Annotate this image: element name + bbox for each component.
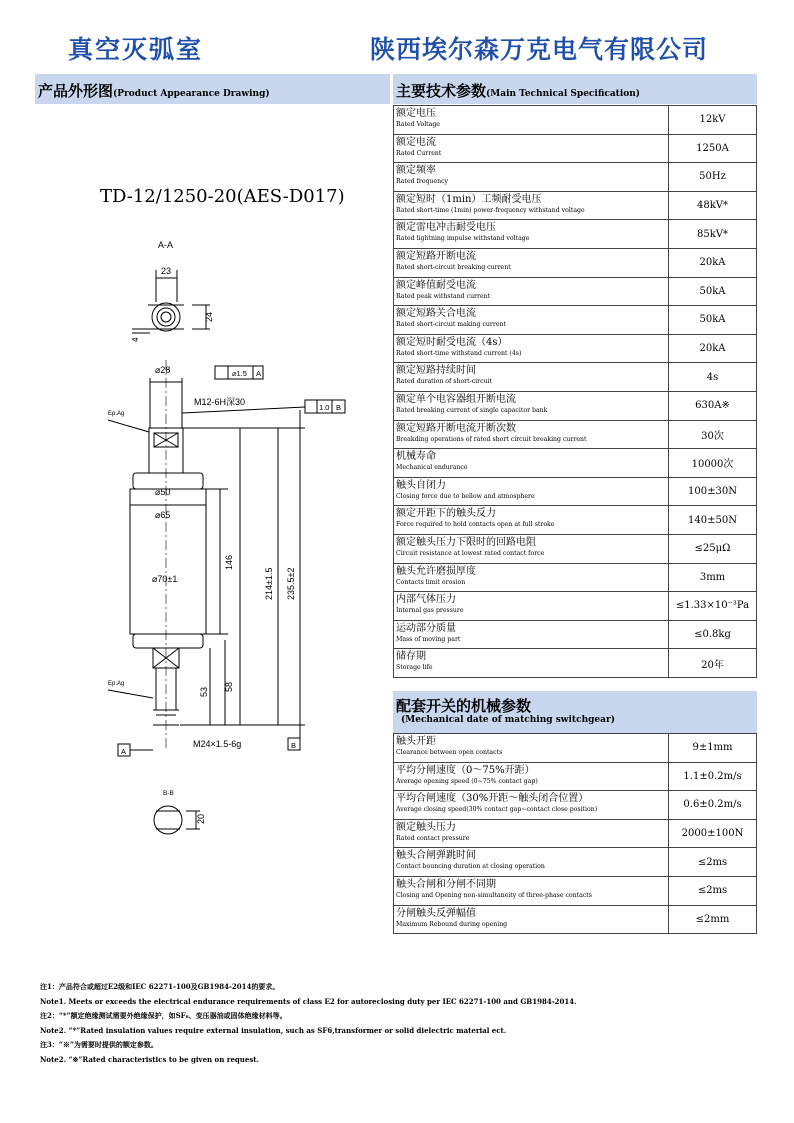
tol-phi15-label: ⌀1.5 bbox=[232, 369, 247, 378]
spec-name-en: Internal gas pressure bbox=[396, 607, 464, 615]
spec-name-cell bbox=[394, 905, 669, 934]
spec-name-en: Average closing speed(30% contact gap~contact close position) bbox=[396, 806, 598, 814]
spec-name-en: Rated Current bbox=[396, 149, 442, 157]
dim-24-label: 24 bbox=[204, 311, 214, 322]
spec-name-cn: 额定短时（1min）工频耐受电压 bbox=[396, 193, 542, 205]
spec-row bbox=[394, 876, 757, 905]
ep-ag-top-label: Ep.Ag bbox=[108, 411, 125, 417]
spec-value-cell: 20kA bbox=[669, 248, 757, 277]
spec-name-cell bbox=[394, 106, 669, 135]
spec-value-cell: 3mm bbox=[669, 563, 757, 592]
spec-row bbox=[394, 592, 757, 621]
spec-name-cn: 分闸触头反弹幅值 bbox=[396, 907, 476, 919]
spec-name-cn: 额定频率 bbox=[396, 165, 436, 177]
spec-name-cell bbox=[394, 506, 669, 535]
spec-name-en: Maximum Rebound during opening bbox=[396, 920, 508, 928]
spec-name-en: Rated short-time (1min) power-frequency withstand voltage bbox=[396, 206, 585, 214]
spec-name-cn: 运动部分质量 bbox=[396, 622, 456, 634]
spec-value-cell: 140±50N bbox=[669, 506, 757, 535]
dim-146-label: 146 bbox=[224, 554, 234, 570]
spec-row bbox=[394, 506, 757, 535]
note-line: 注2：“*”额定绝缘测试需要外绝缘保护，如SF₆、变压器油或固体绝缘材料等。 bbox=[40, 1011, 287, 1020]
spec-name-cell bbox=[394, 477, 669, 506]
tol-10-label: 1.0 bbox=[319, 403, 330, 412]
spec-row bbox=[394, 819, 757, 848]
spec-name-cn: 触头合闸弹跳时间 bbox=[396, 850, 476, 862]
spec-name-cn: 额定雷电冲击耐受电压 bbox=[396, 222, 496, 234]
section-bb-label: B-B bbox=[163, 790, 174, 797]
spec-name-en: Rated short-circuit making current bbox=[396, 321, 506, 329]
spec-value-cell: ≤0.8kg bbox=[669, 620, 757, 649]
spec-name-cell bbox=[394, 306, 669, 335]
spec-name-en: Closing and Opening non-simultaneity of three-phase contacts bbox=[396, 891, 592, 899]
spec-name-cell bbox=[394, 791, 669, 820]
spec-name-en: Storage life bbox=[396, 664, 433, 672]
spec-value-cell: 0.6±0.2m/s bbox=[669, 791, 757, 820]
spec-value-cell: 20年 bbox=[669, 649, 757, 678]
spec-value-cell: 100±30N bbox=[669, 477, 757, 506]
spec-row bbox=[394, 791, 757, 820]
spec-name-en: Contact bouncing duration at closing operation bbox=[396, 863, 545, 871]
spec-name-cn: 额定短路开断电流 bbox=[396, 250, 476, 262]
spec-name-cn: 额定峰值耐受电流 bbox=[396, 279, 476, 291]
spec-row bbox=[394, 220, 757, 249]
section-aa-label: A-A bbox=[158, 240, 174, 250]
spec-name-cell bbox=[394, 277, 669, 306]
spec-row bbox=[394, 134, 757, 163]
spec-name-cn: 额定短路关合电流 bbox=[396, 308, 476, 320]
dim-53-label: 53 bbox=[199, 686, 209, 697]
spec-row bbox=[394, 248, 757, 277]
spec-row bbox=[394, 534, 757, 563]
spec-row bbox=[394, 334, 757, 363]
spec-row bbox=[394, 649, 757, 678]
spec-row bbox=[394, 620, 757, 649]
spec-name-cell bbox=[394, 819, 669, 848]
spec-name-cell bbox=[394, 449, 669, 478]
spec-name-cn: 额定开距下的触头反力 bbox=[396, 508, 496, 520]
spec-name-cell bbox=[394, 391, 669, 420]
spec-name-en: Mass of moving part bbox=[396, 635, 461, 643]
matching-spec-table bbox=[393, 733, 757, 934]
spec-name-en: Rated peak withstand current bbox=[396, 292, 491, 300]
dim-214-label: 214±1.5 bbox=[264, 567, 274, 600]
spec-section-title: 主要技术参数(Main Technical Specification) bbox=[396, 82, 641, 100]
spec-name-en: Rated short-circuit breaking current bbox=[396, 263, 511, 271]
spec-name-cn: 触头允许磨损厚度 bbox=[396, 565, 476, 577]
spec-value-cell: 4s bbox=[669, 363, 757, 392]
spec-name-cn: 平均合闸速度（30%开距～触头闭合位置） bbox=[396, 793, 589, 805]
dim-23-label: 23 bbox=[161, 266, 172, 276]
spec-name-cn: 额定触头压力下限时的回路电阻 bbox=[396, 536, 536, 548]
spec-value-cell: ≤2mm bbox=[669, 905, 757, 934]
datum-b-label: B bbox=[291, 741, 297, 750]
spec-name-en: Rated breaking current of single capacitor bank bbox=[396, 406, 548, 414]
dim-phi65-label: ⌀65 bbox=[155, 510, 171, 520]
spec-name-cell bbox=[394, 734, 669, 763]
dim-phi70-label: ⌀70±1 bbox=[152, 574, 178, 584]
spec-name-en: Breakding operations of rated short circuit breaking current bbox=[396, 435, 587, 443]
spec-value-cell: 48kV* bbox=[669, 191, 757, 220]
spec-value-cell: 50Hz bbox=[669, 163, 757, 192]
spec-row bbox=[394, 477, 757, 506]
spec-name-cn: 额定电流 bbox=[396, 136, 436, 148]
spec-name-cell bbox=[394, 620, 669, 649]
note-line: Note2. “*”Rated insulation values require external insulation, such as SF6,transformer or solid dielectric material ect. bbox=[40, 1025, 507, 1035]
spec-value-cell: 2000±100N bbox=[669, 819, 757, 848]
spec-name-cell bbox=[394, 248, 669, 277]
spec-value-cell: 1250A bbox=[669, 134, 757, 163]
spec-name-cn: 触头合闸和分闸不同期 bbox=[396, 878, 496, 890]
spec-name-cn: 内部气体压力 bbox=[396, 594, 456, 606]
dim-235-label: 235.5±2 bbox=[286, 567, 296, 600]
spec-value-cell: 50kA bbox=[669, 277, 757, 306]
spec-row bbox=[394, 306, 757, 335]
spec-name-cn: 储存期 bbox=[396, 651, 426, 663]
spec-row bbox=[394, 391, 757, 420]
spec-name-en: Rated lightning impulse withstand voltage bbox=[396, 235, 530, 243]
spec-name-en: Rated contact pressure bbox=[396, 834, 470, 842]
company-name-header: 陕西埃尔森万克电气有限公司 bbox=[370, 35, 709, 64]
spec-value-cell: 20kA bbox=[669, 334, 757, 363]
spec-name-en: Force required to hold contacts open at full stroke bbox=[396, 521, 555, 529]
spec-name-cell bbox=[394, 334, 669, 363]
tol-a-label: A bbox=[256, 369, 262, 378]
spec-value-cell: 10000次 bbox=[669, 449, 757, 478]
spec-name-en: Circuit resistance at lowest rated contact force bbox=[396, 549, 545, 557]
spec-name-cell bbox=[394, 848, 669, 877]
note-line: Note2. “※”Rated characteristics to be given on request. bbox=[40, 1054, 259, 1064]
matching-section-title: 配套开关的机械参数 bbox=[396, 697, 532, 715]
spec-name-cn: 机械寿命 bbox=[396, 451, 436, 463]
spec-name-cell bbox=[394, 191, 669, 220]
spec-name-cell bbox=[394, 563, 669, 592]
spec-row bbox=[394, 191, 757, 220]
product-drawing bbox=[60, 170, 380, 850]
spec-name-en: Average opening speed (0~75% contact gap) bbox=[396, 777, 538, 785]
spec-name-cn: 额定短时耐受电流（4s） bbox=[396, 336, 508, 348]
spec-name-en: Rated duration of short-circuit bbox=[396, 378, 493, 386]
spec-value-cell: 9±1mm bbox=[669, 734, 757, 763]
spec-value-cell: ≤25μΩ bbox=[669, 534, 757, 563]
note-line: 注3：“※”为需要时提供的额定参数。 bbox=[40, 1040, 158, 1049]
dim-4-label: 4 bbox=[131, 337, 140, 342]
spec-name-cell bbox=[394, 649, 669, 678]
spec-value-cell: ≤1.33×10⁻³Pa bbox=[669, 592, 757, 621]
matching-section-band bbox=[393, 691, 757, 733]
tol-b-label: B bbox=[336, 403, 342, 412]
notes-block bbox=[40, 980, 577, 1067]
ep-ag-bottom-label: Ep.Ag bbox=[108, 681, 125, 687]
spec-name-cn: 额定单个电容器组开断电流 bbox=[396, 393, 516, 405]
dim-phi50-label: ⌀50 bbox=[155, 487, 171, 497]
spec-row bbox=[394, 277, 757, 306]
spec-name-cell bbox=[394, 876, 669, 905]
spec-row bbox=[394, 363, 757, 392]
spec-name-en: Rated short-time withstand current (4s) bbox=[396, 349, 522, 357]
spec-row bbox=[394, 449, 757, 478]
spec-row bbox=[394, 734, 757, 763]
spec-value-cell: 30次 bbox=[669, 420, 757, 449]
note-line: 注1：产品符合或超过E2级和IEC 62271-100及GB1984-2014的要求。 bbox=[40, 982, 280, 991]
spec-name-cn: 额定触头压力 bbox=[396, 821, 456, 833]
spec-value-cell: 630A※ bbox=[669, 391, 757, 420]
spec-name-cn: 额定电压 bbox=[396, 108, 436, 119]
main-spec-table bbox=[393, 105, 757, 678]
spec-row bbox=[394, 905, 757, 934]
thread-bottom-label: M24×1.5-6g bbox=[193, 739, 242, 749]
dim-58-label: 58 bbox=[224, 681, 234, 692]
spec-name-cell bbox=[394, 420, 669, 449]
spec-name-en: Rated Voltage bbox=[396, 121, 440, 128]
spec-name-cell bbox=[394, 592, 669, 621]
spec-name-en: Mechanical endurance bbox=[396, 464, 468, 472]
spec-value-cell: ≤2ms bbox=[669, 876, 757, 905]
spec-value-cell: 50kA bbox=[669, 306, 757, 335]
spec-name-cell bbox=[394, 220, 669, 249]
spec-name-cn: 额定短路开断电流开断次数 bbox=[396, 422, 516, 434]
matching-section-subtitle: (Mechanical date of matching switchgear) bbox=[401, 715, 615, 725]
spec-name-en: Rated frequency bbox=[396, 178, 449, 186]
spec-row bbox=[394, 762, 757, 791]
spec-row bbox=[394, 420, 757, 449]
spec-value-cell: 1.1±0.2m/s bbox=[669, 762, 757, 791]
drawing-model-label: TD-12/1250-20(AES-D017) bbox=[100, 186, 345, 207]
dim-20-label: 20 bbox=[196, 813, 206, 824]
spec-name-en: Contacts limit erosion bbox=[396, 578, 466, 586]
spec-row bbox=[394, 106, 757, 135]
thread-top-label: M12-6H深30 bbox=[194, 397, 246, 407]
spec-name-cell bbox=[394, 762, 669, 791]
spec-name-en: Clearance between open contacts bbox=[396, 749, 503, 756]
note-line: Note1. Meets or exceeds the electrical endurance requirements of class E2 for autoreclosing duty per IEC 62271-100 and GB1984-2014. bbox=[40, 996, 577, 1006]
spec-row bbox=[394, 563, 757, 592]
spec-name-cell bbox=[394, 363, 669, 392]
datum-a-label: A bbox=[121, 747, 127, 756]
spec-value-cell: ≤2ms bbox=[669, 848, 757, 877]
spec-name-en: Closing force due to bellow and atmosphere bbox=[396, 492, 535, 500]
spec-name-cell bbox=[394, 134, 669, 163]
spec-name-cn: 额定短路持续时间 bbox=[396, 365, 476, 377]
spec-name-cn: 平均分闸速度（0～75%开距） bbox=[396, 764, 535, 776]
spec-value-cell: 12kV bbox=[669, 106, 757, 135]
spec-name-cell bbox=[394, 534, 669, 563]
spec-name-cn: 触头自闭力 bbox=[396, 479, 446, 491]
spec-row bbox=[394, 848, 757, 877]
spec-value-cell: 85kV* bbox=[669, 220, 757, 249]
dim-phi28-label: ⌀28 bbox=[155, 365, 171, 375]
spec-name-cell bbox=[394, 163, 669, 192]
product-name-header: 真空灭弧室 bbox=[68, 35, 204, 64]
drawing-section-title: 产品外形图(Product Appearance Drawing) bbox=[38, 82, 270, 100]
spec-row bbox=[394, 163, 757, 192]
spec-name-cn: 触头开距 bbox=[396, 736, 436, 747]
